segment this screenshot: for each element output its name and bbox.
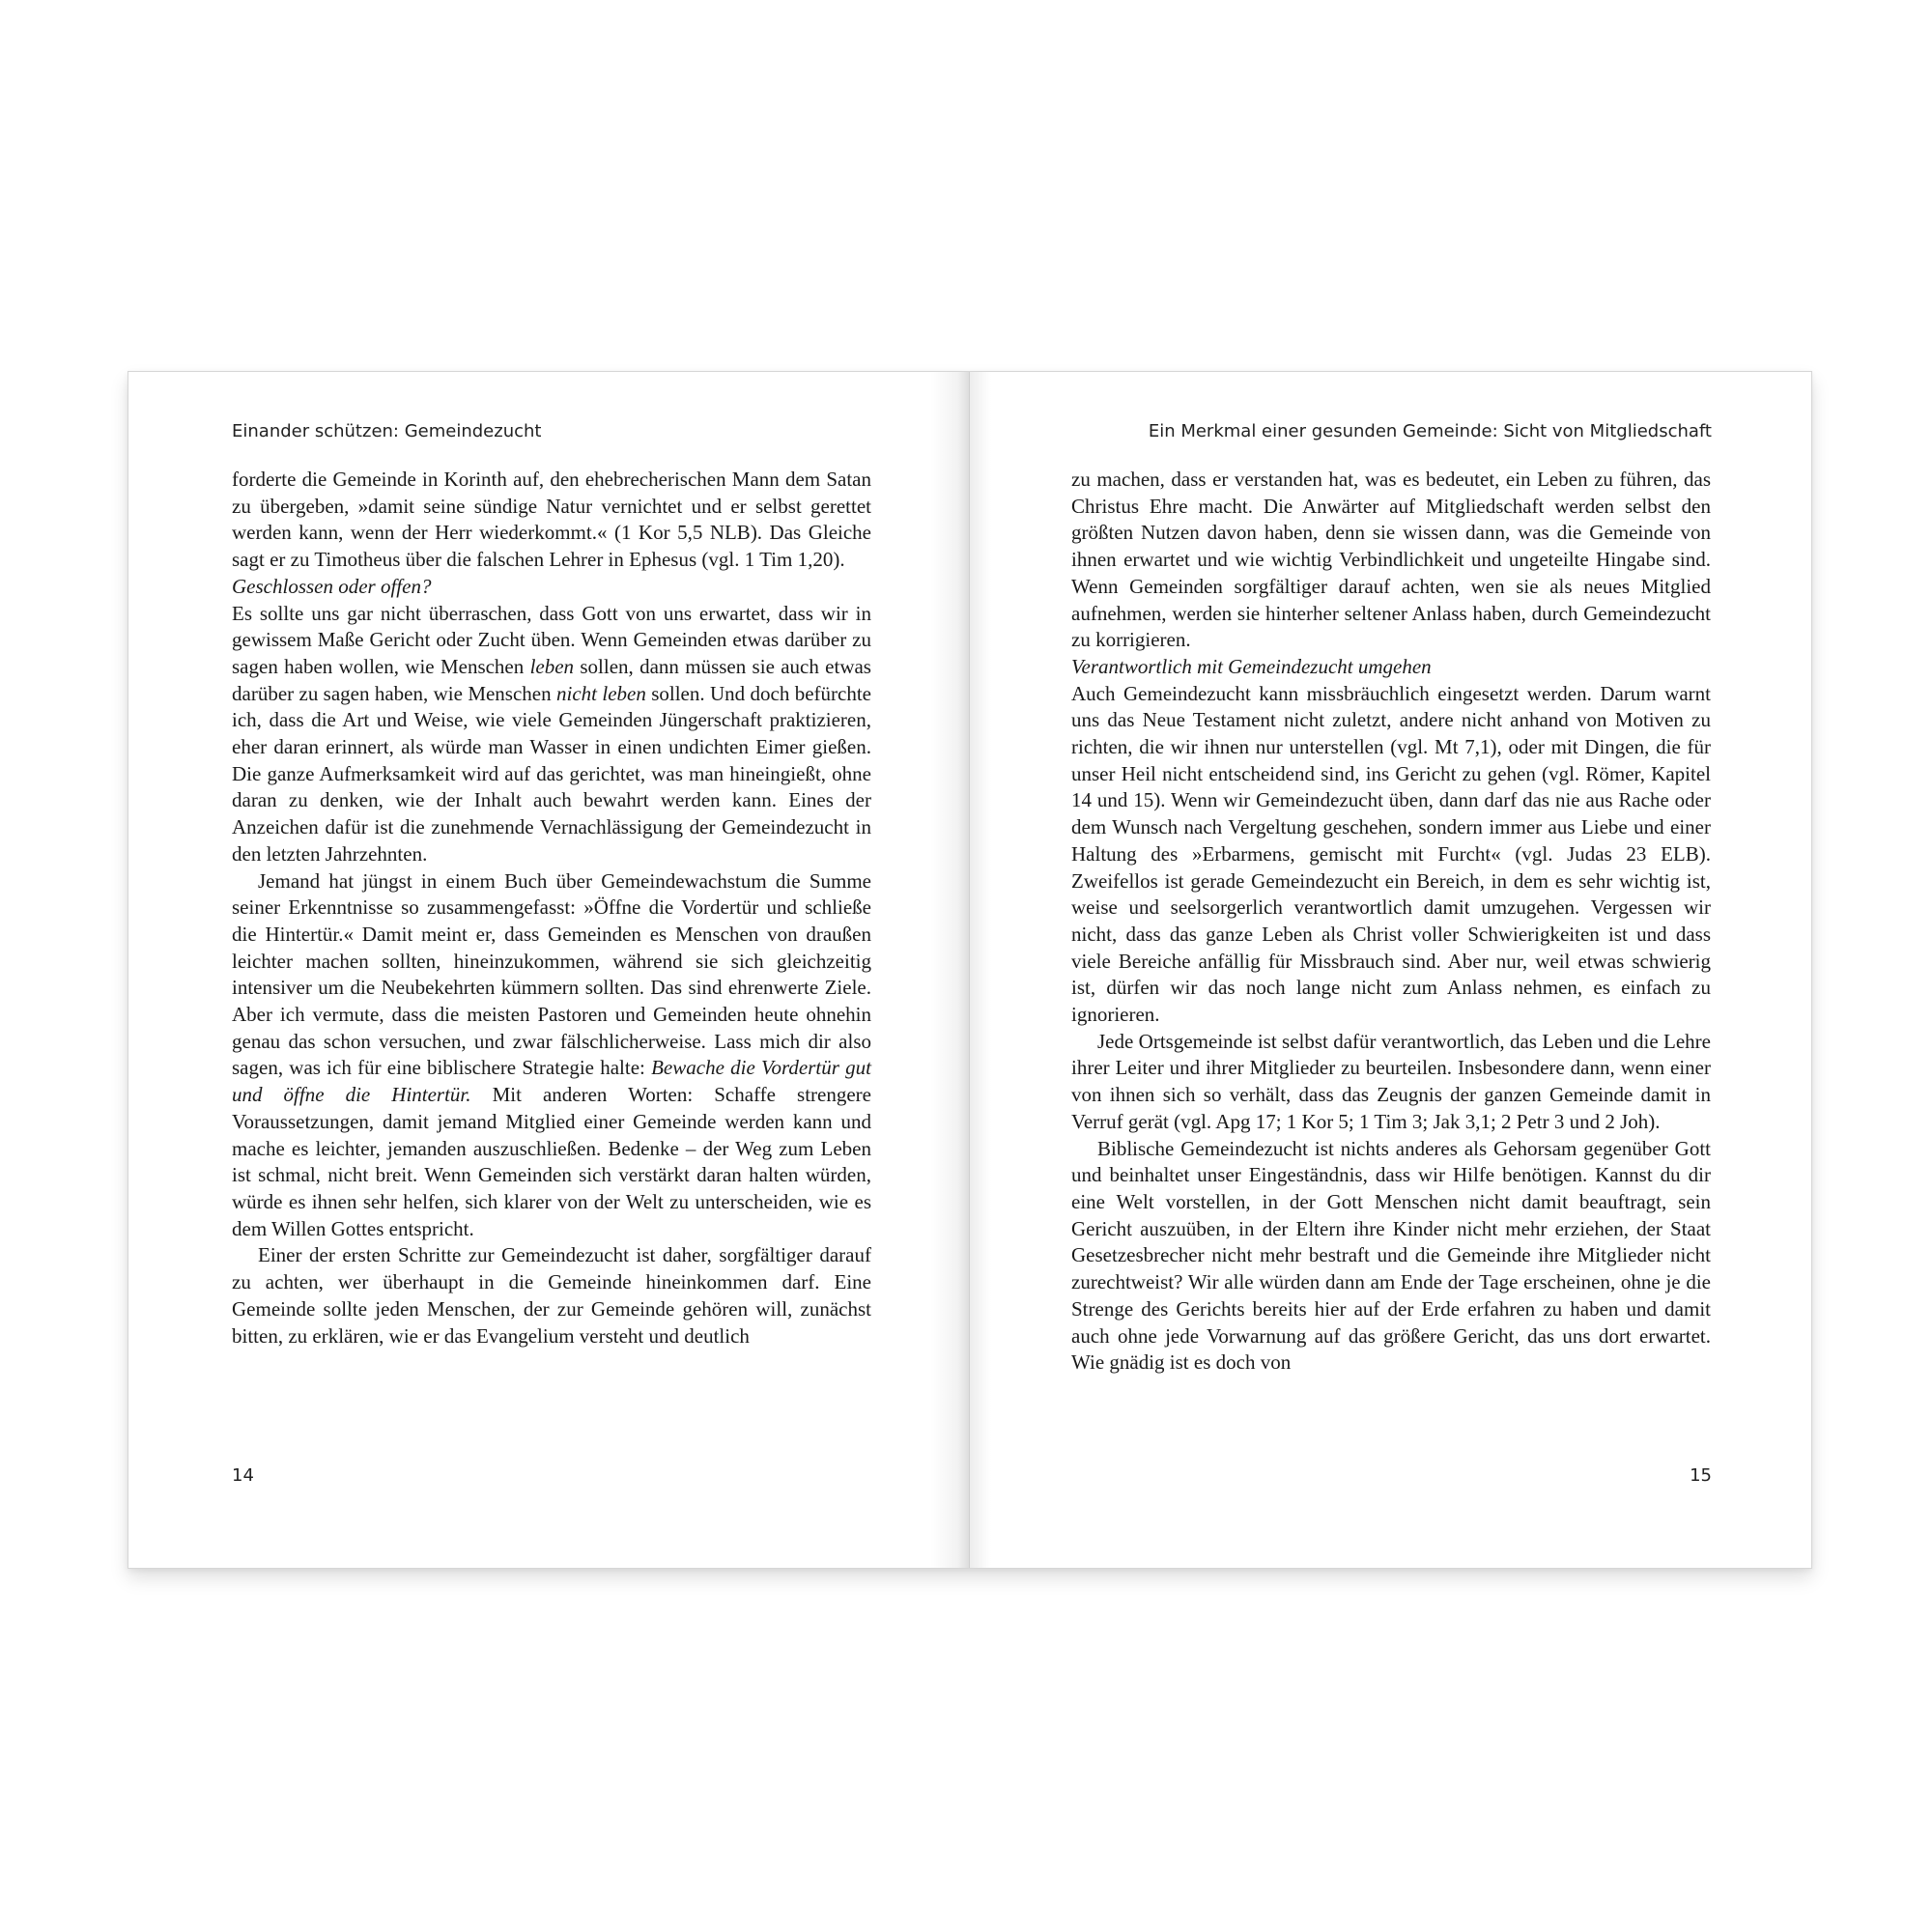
left-page-body [232, 467, 871, 1350]
paragraph: Auch Gemeindezucht kann missbräuchlich eingesetzt werden. Darum warnt uns das Neue Testament nicht zuletzt, andere nicht anhand von Motiven zu richten, die wir ihnen nur unterstellen (vgl. Mt 7,1), oder mit Dingen, die für unser Heil nicht entscheidend sind, ins Gericht zu gehen (vgl. Römer, Kapitel 14 und 15). Wenn wir Gemeindezucht üben, dann darf das nie aus Rache oder dem Wunsch nach Vergeltung geschehen, sondern immer aus Liebe und einer Haltung des »Erbarmens, gemischt mit Furcht« (vgl. Judas 23 ELB). Zweifellos ist gerade Gemeindezucht ein Bereich, in dem es sehr wichtig ist, weise und seelsorgerlich verantwortlich damit umzugehen. Vergessen wir nicht, dass das ganze Leben als Christ voller Schwierigkeiten ist und dass viele Bereiche anfällig für Missbrauch sind. Aber nur, weil etwas schwierig ist, dürfen wir das noch lange nicht zum Anlass nehmen, es einfach zu ignorieren. [1071, 681, 1711, 1027]
paragraph: Einer der ersten Schritte zur Gemeindezucht ist daher, sorgfältiger darauf zu achten, wer überhaupt in die Gemeinde hineinkommen darf. Eine Gemeinde sollte jeden Menschen, der zur Gemeinde gehören will, zunächst bitten, zu erklären, wie er das Evangelium versteht und deutlich [232, 1243, 871, 1348]
left-page [128, 372, 970, 1568]
paragraph: Jemand hat jüngst in einem Buch über Gemeindewachstum die Summe seiner Erkenntnisse so zusammengefasst: »Öffne die Vordertür und schließe die Hintertür.« Damit meint er, dass Gemeinden es Menschen von draußen leichter machen sollten, hineinzukommen, während sie sich gleichzeitig intensiver um die Neubekehrten kümmern sollten. Das sind ehrenwerte Ziele. Aber ich vermute, dass die meisten Pastoren und Gemeinden heute ohnehin genau das schon versuchen, und zwar fälschlicherweise. Lass mich dir also sagen, was ich für eine biblischere Strategie halte: Bewache die Vordertür gut und öffne die Hintertür. Mit anderen Worten: Schaffe strengere Voraussetzungen, damit jemand Mitglied einer Gemeinde werden kann und mache es leichter, jemanden auszuschließen. Bedenke – der Weg zum Leben ist schmal, nicht breit. Wenn Gemeinden sich verstärkt daran halten würden, würde es ihnen sehr helfen, sich klarer von der Welt zu unterscheiden, wie es dem Willen Gottes entspricht. [232, 868, 871, 1240]
running-head-right: Ein Merkmal einer gesunden Gemeinde: Sicht von Mitgliedschaft [1148, 421, 1712, 441]
paragraph: Biblische Gemeindezucht ist nichts anderes als Gehorsam gegenüber Gott und beinhaltet unser Eingeständnis, dass wir Hilfe benötigen. Kannst du dir eine Welt vorstellen, in der Gott Menschen nicht damit beauftragt, sein Gericht auszuüben, in der Eltern ihre Kinder nicht mehr erziehen, der Staat Gesetzesbrecher nicht mehr bestraft und die Gemeinde ihre Mitglieder nicht zurechtweist? Wir alle würden dann am Ende der Tage erscheinen, ohne je die Strenge des Gerichts bereits hier auf der Erde erfahren zu haben und damit auch ohne jede Vorwarnung auf das größere Gericht, das uns dort erwartet. Wie gnädig ist es doch von [1071, 1136, 1711, 1375]
section-heading: Geschlossen oder offen? [232, 574, 432, 598]
paragraph: Jede Ortsgemeinde ist selbst dafür verantwortlich, das Leben und die Lehre ihrer Leiter und ihrer Mitglieder zu beurteilen. Insbesondere dann, wenn einer von ihnen sich so verhält, dass das Zeugnis der ganzen Gemeinde damit in Verruf gerät (vgl. Apg 17; 1 Kor 5; 1 Tim 3; Jak 3,1; 2 Petr 3 und 2 Joh). [1071, 1029, 1711, 1133]
emphasis: Bewache die Vordertür gut und öffne die Hintertür. [232, 1056, 871, 1107]
paragraph: Es sollte uns gar nicht überraschen, dass Gott von uns erwartet, dass wir in gewissem Maße Gericht oder Zucht üben. Wenn Gemeinden etwas darüber zu sagen haben wollen, wie Menschen leben sollen, dann müssen sie auch etwas darüber zu sagen haben, wie Menschen nicht leben sollen. Und doch befürchte ich, dass die Art und Weise, wie viele Gemeinden Jüngerschaft praktizieren, eher daran erinnert, als würde man Wasser in einen undichten Eimer gießen. Die ganze Aufmerksamkeit wird auf das gerichtet, was man hineingießt, ohne daran zu denken, wie der Inhalt auch bewahrt werden kann. Eines der Anzeichen dafür ist die zunehmende Vernachlässigung der Gemeindezucht in den letzten Jahrzehnten. [232, 601, 871, 866]
paragraph: forderte die Gemeinde in Korinth auf, den ehebrecherischen Mann dem Satan zu übergeben, »damit seine sündige Natur vernichtet und er selbst gerettet werden kann, wenn der Herr wiederkommt.« (1 Kor 5,5 NLB). Das Gleiche sagt er zu Timotheus über die falschen Lehrer in Ephesus (vgl. 1 Tim 1,20). [232, 468, 871, 572]
section-heading: Verantwortlich mit Gemeindezucht umgehen [1071, 654, 1432, 678]
running-head-left: Einander schützen: Gemeindezucht [232, 421, 542, 441]
emphasis: leben [529, 654, 575, 678]
right-page [970, 372, 1813, 1568]
book-spread [128, 371, 1812, 1569]
page-number-left: 14 [232, 1465, 254, 1486]
right-page-body [1071, 467, 1711, 1377]
paragraph: zu machen, dass er verstanden hat, was es bedeutet, ein Leben zu führen, das Christus Ehre macht. Die Anwärter auf Mitgliedschaft werden selbst den größten Nutzen davon haben, denn sie wissen dann, was die Gemeinde von ihnen erwartet und wie wichtig Verbindlichkeit und ungeteilte Hingabe sind. Wenn Gemeinden sorgfältiger darauf achten, wen sie als neues Mitglied aufnehmen, werden sie hinterher seltener Anlass haben, durch Gemeindezucht zu korrigieren. [1071, 468, 1711, 652]
page-number-right: 15 [1690, 1465, 1712, 1486]
emphasis: nicht leben [556, 681, 646, 705]
